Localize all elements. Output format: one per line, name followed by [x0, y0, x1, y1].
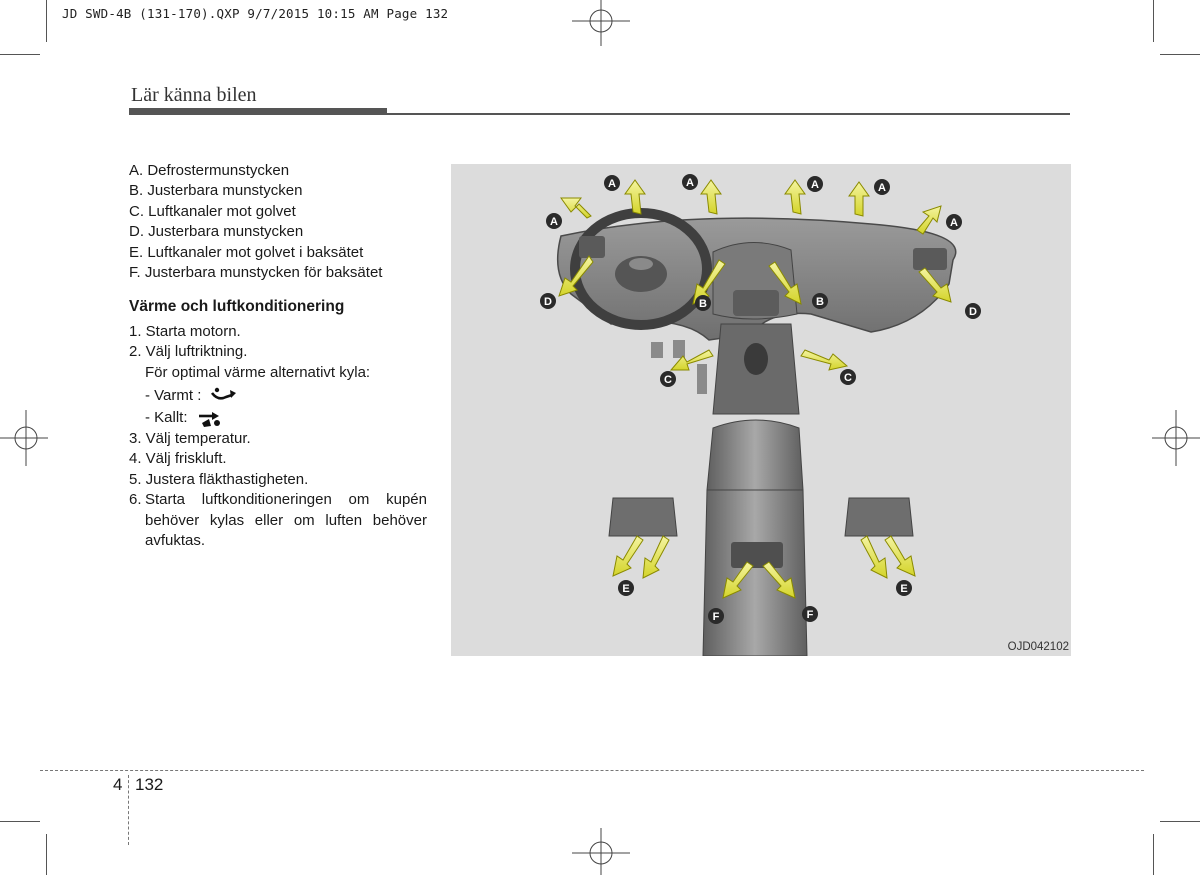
callout-label: C [844, 372, 852, 384]
callout-a [546, 213, 562, 229]
side-vent-left [579, 236, 605, 258]
text-column [129, 161, 427, 551]
pedal [673, 340, 685, 358]
callout-b [812, 293, 828, 309]
callout-label: F [712, 611, 720, 623]
legend-item-b: B. Justerbara munstycken [129, 182, 303, 200]
callout-d [540, 293, 556, 309]
step-6-number: 6. [129, 491, 142, 509]
step-5: 5. Justera fläkthastigheten. [129, 470, 309, 488]
print-slug: JD SWD-4B (131-170).QXP 9/7/2015 10:15 AM Page 132 [62, 6, 449, 21]
figure-code: OJD042102 [1007, 641, 1069, 653]
callout-label: D [969, 306, 977, 318]
registration-mark-top [572, 0, 630, 48]
rear-vent-unit [731, 542, 783, 568]
airflow-arrow [701, 180, 721, 214]
callout-label: B [816, 296, 824, 308]
airflow-arrow [849, 182, 869, 216]
callout-c [840, 369, 856, 385]
callout-f [802, 606, 818, 622]
callout-label: E [900, 583, 908, 595]
legend-list [129, 161, 427, 283]
cold-option [129, 408, 427, 428]
warm-option [129, 386, 427, 406]
airflow-arrow [613, 536, 643, 576]
airflow-arrow [785, 180, 805, 214]
footer-vertical-rule [128, 775, 129, 845]
rear-duct-right [845, 498, 913, 536]
callout-b [695, 295, 711, 311]
vent-diagram-figure [451, 164, 1071, 656]
legend-item-d: D. Justerbara munstycken [129, 223, 304, 241]
page-number: 132 [135, 775, 164, 794]
footer-dashed-rule [40, 770, 1144, 771]
callout-label: D [544, 296, 552, 308]
step-3: 3. Välj temperatur. [129, 429, 251, 447]
callout-a [604, 175, 620, 191]
callout-label: A [811, 179, 819, 191]
step-6 [129, 490, 427, 551]
gear-knob [744, 343, 768, 375]
callout-a [874, 179, 890, 195]
airflow-arrow [801, 350, 847, 370]
chapter-number: 4 [113, 775, 123, 794]
registration-mark-right [1152, 410, 1200, 466]
car-interior-illustration [451, 164, 1071, 656]
legend-item-f: F. Justerbara munstycken för baksätet [129, 264, 383, 282]
legend-item-c: C. Luftkanaler mot golvet [129, 202, 296, 220]
airflow-arrow [861, 536, 887, 578]
header-rule-thin [387, 113, 1070, 115]
callout-e [896, 580, 912, 596]
step-1: 1. Starta motorn. [129, 322, 241, 340]
registration-mark-bottom [572, 828, 630, 875]
pedal [651, 342, 663, 358]
step-4: 4. Välj friskluft. [129, 450, 227, 468]
section-title: Värme och luftkonditionering [129, 298, 345, 316]
step-2: 2. Välj luftriktning. [129, 343, 248, 361]
step-6-text: Starta luftkonditioneringen om kupén behöver kylas eller om luften behöver avfuktas. [145, 491, 427, 549]
steering-logo [629, 258, 653, 270]
callout-f [708, 608, 724, 624]
side-vent-right [913, 248, 947, 270]
face-vent-mode-icon [196, 410, 224, 428]
callout-label: A [686, 177, 694, 189]
armrest [707, 420, 803, 490]
callout-label: A [950, 217, 958, 229]
callout-e [618, 580, 634, 596]
airflow-arrow [917, 206, 941, 234]
airflow-arrow [561, 198, 591, 218]
radio-unit [733, 290, 779, 316]
callout-label: F [806, 609, 814, 621]
callout-a [946, 214, 962, 230]
legend-item-e: E. Luftkanaler mot golvet i baksätet [129, 243, 364, 261]
callout-label: C [664, 374, 672, 386]
floor-vent-mode-icon [210, 387, 238, 405]
callout-c [660, 371, 676, 387]
airflow-arrow [643, 536, 669, 578]
callout-a [682, 174, 698, 190]
warm-label: - Varmt : [145, 387, 202, 405]
rear-duct-left [609, 498, 677, 536]
callout-d [965, 303, 981, 319]
callout-label: B [699, 298, 707, 310]
registration-mark-left [0, 410, 48, 466]
step-2-note: För optimal värme alternativt kyla: [145, 363, 371, 381]
cold-label: - Kallt: [145, 409, 188, 427]
callout-label: E [622, 583, 630, 595]
airflow-arrow [885, 536, 915, 576]
callout-label: A [878, 182, 886, 194]
callout-label: A [550, 216, 558, 228]
running-header-title: Lär känna bilen [131, 84, 257, 106]
callout-a [807, 176, 823, 192]
rear-console [703, 490, 807, 656]
pedal [697, 364, 707, 394]
legend-item-a: A. Defrostermunstycken [129, 162, 290, 179]
callout-label: A [608, 178, 616, 190]
header-rule-thick [129, 108, 387, 115]
